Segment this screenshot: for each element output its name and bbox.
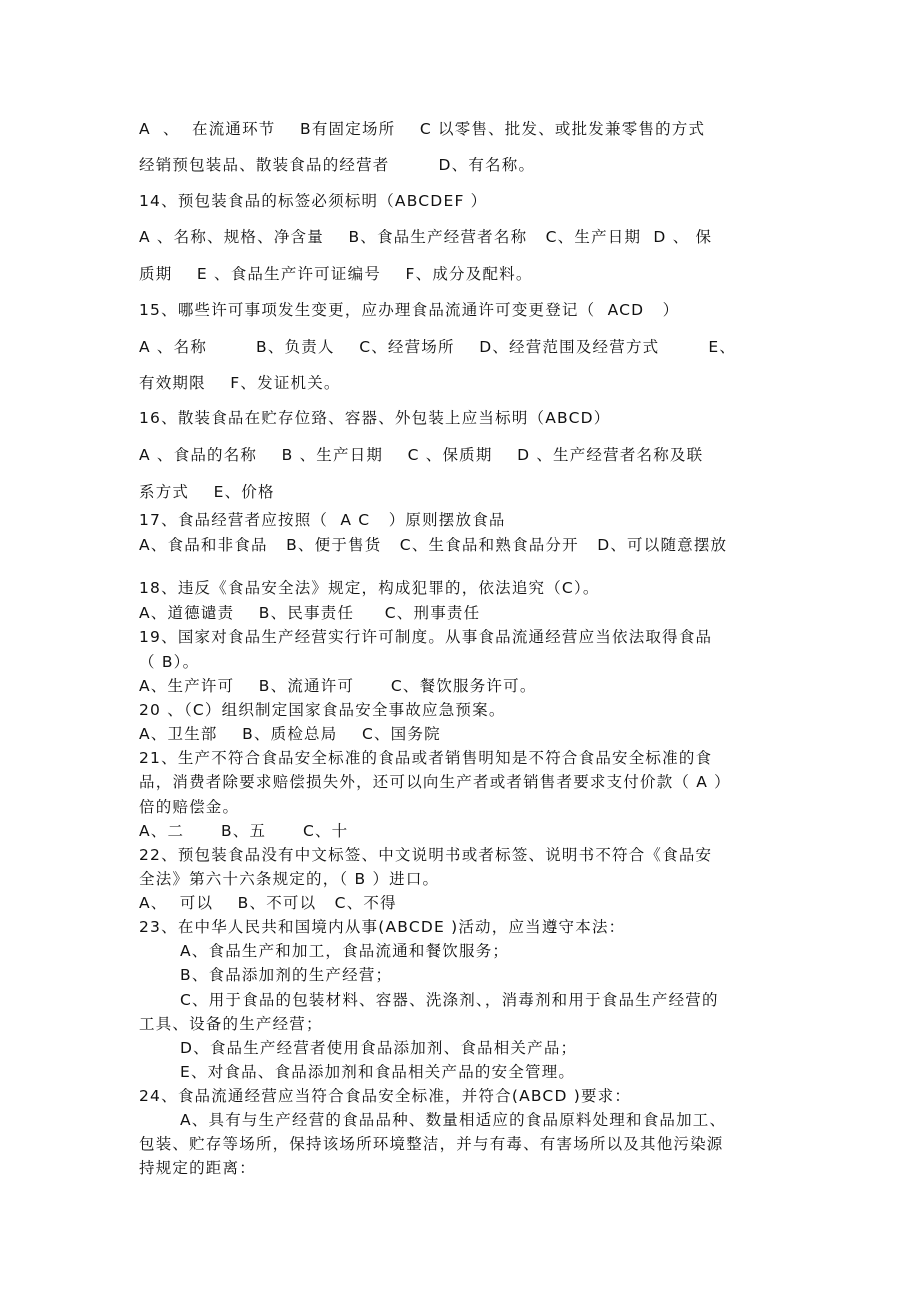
text-line: D、食品生产经营者使用食品添加剂、食品相关产品； [180,1039,578,1057]
text-line: 质期 E 、食品生产许可证编号 F、成分及配料。 [139,265,533,283]
question-22: 22、预包装食品没有中文标签、中文说明书或者标签、说明书不符合《食品安 [139,846,713,864]
text-line: A、具有与生产经营的食品品种、数量相适应的食品原料处理和食品加工、 [180,1111,727,1129]
text-line: A、道德谴责 B、民事责任 C、刑事责任 [139,604,481,622]
question-18: 18、违反《食品安全法》规定，构成犯罪的，依法追究（C）。 [139,579,600,597]
question-24: 24、食品流通经营应当符合食品安全标准，并符合(ABCD )要求： [139,1087,632,1105]
text-line: （ B）。 [139,653,200,671]
text-line: A、生产许可 B、流通许可 C、餐饮服务许可。 [139,677,537,695]
text-line: 经销预包装品、散装食品的经营者 D、有名称。 [139,156,536,174]
text-line: B、食品添加剂的生产经营； [180,966,393,984]
text-line: 系方式 E、价格 [139,483,275,501]
text-line: 倍的赔偿金。 [139,798,240,816]
text-line: 包装、贮存等场所，保持该场所环境整洁，并与有毒、有害场所以及其他污染源 [139,1135,724,1153]
question-14: 14、预包装食品的标签必须标明（ABCDEF ） [139,192,488,210]
text-line: A、卫生部 B、质检总局 C、国务院 [139,725,441,743]
question-21: 21、生产不符合食品安全标准的食品或者销售明知是不符合食品安全标准的食 [139,749,713,767]
text-line: E、对食品、食品添加剂和食品相关产品的安全管理。 [180,1063,576,1081]
text-line: A 、 在流通环节 B有固定场所 C 以零售、批发、或批发兼零售的方式 [139,120,706,138]
text-line: 持规定的距离： [139,1159,256,1177]
text-line: A、食品和非食品 B、便于售货 C、生食品和熟食品分开 D、可以随意摆放 [139,536,728,554]
text-line: 工具、设备的生产经营； [139,1015,323,1033]
text-line: A 、食品的名称 B 、生产日期 C 、保质期 D 、生产经营者名称及联 [139,446,704,464]
question-16: 16、散装食品在贮存位臵、容器、外包装上应当标明（ABCD） [139,409,611,427]
text-line: C、用于食品的包装材料、容器、洗涤剂、，消毒剂和用于食品生产经营的 [180,991,719,1009]
text-line: 全法》第六十六条规定的，（ B ）进口。 [139,870,440,888]
question-19: 19、国家对食品生产经营实行许可制度。从事食品流通经营应当依法取得食品 [139,628,713,646]
text-line: 有效期限 F、发证机关。 [139,374,341,392]
question-15: 15、哪些许可事项发生变更，应办理食品流通许可变更登记（ ACD ） [139,301,680,319]
text-line: A、二 B、五 C、十 [139,822,349,840]
question-17: 17、食品经营者应按照（ A C ）原则摆放食品 [139,511,506,529]
text-line: 品，消费者除要求赔偿损失外，还可以向生产者或者销售者要求支付价款（ A ） [139,773,731,791]
text-line: A、食品生产和加工，食品流通和餐饮服务； [180,942,510,960]
text-line: A 、名称 B、负责人 C、经营场所 D、经营范围及经营方式 E、 [139,338,737,356]
text-line: A 、名称、规格、净含量 B、食品生产经营者名称 C、生产日期 D 、 保 [139,228,713,246]
text-line: A、 可以 B、不可以 C、不得 [139,894,397,912]
question-20: 20 、（C）组织制定国家食品安全事故应急预案。 [139,701,506,719]
question-23: 23、在中华人民共和国境内从事(ABCDE )活动，应当遵守本法： [139,918,626,936]
